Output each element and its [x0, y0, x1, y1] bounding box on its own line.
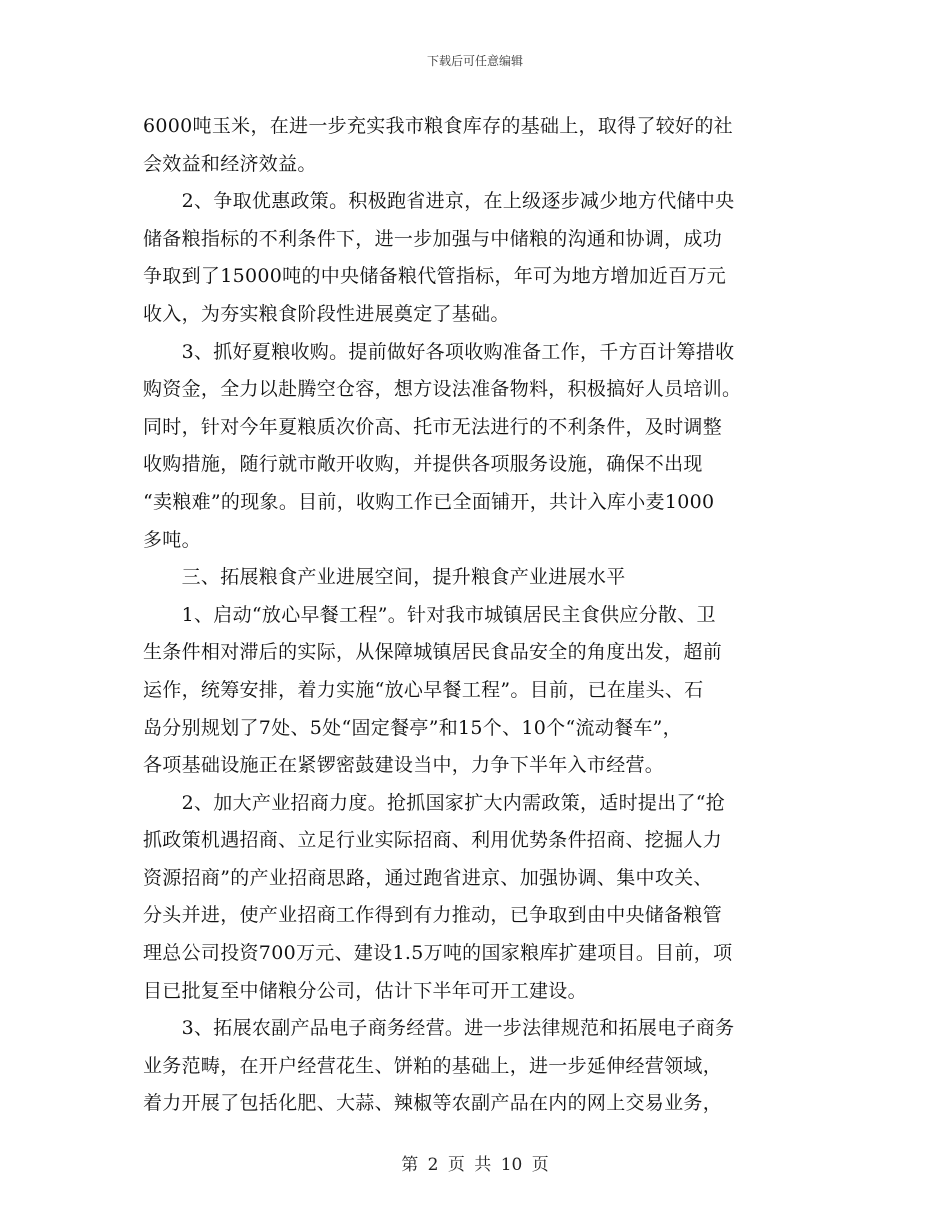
text-line: 岛分别规划了7处、5处“固定餐亭”和15个、10个“流动餐车”，: [143, 716, 682, 739]
text-line: 业务范畴，在开户经营花生、饼粕的基础上，进一步延伸经营领域，: [143, 1054, 723, 1077]
text-line: 三、拓展粮食产业进展空间，提升粮食产业进展水平: [143, 566, 626, 589]
text-line: 收购措施，随行就市敞开收购，并提供各项服务设施，确保不出现: [143, 453, 703, 476]
text-line: 抓政策机遇招商、立足行业实际招商、利用优势条件招商、挖掘人力: [143, 829, 723, 852]
text-line: 分头并进，使产业招商工作得到有力推动，已争取到由中央储备粮管: [143, 904, 723, 927]
text-line: 6000吨玉米，在进一步充实我市粮食库存的基础上，取得了较好的社: [143, 115, 733, 137]
text-line: 各项基础设施正在紧锣密鼓建设当中，力争下半年入市经营。: [143, 754, 665, 777]
page-header: 下载后可任意编辑: [426, 54, 523, 68]
text-line: 资源招商”的产业招商思路，通过跑省进京、加强协调、集中攻关、: [143, 866, 713, 889]
text-line: 理总公司投资700万元、建设1.5万吨的国家粮库扩建项目。目前，项: [143, 942, 733, 965]
text-line: 生条件相对滞后的实际，从保障城镇居民食品安全的角度出发，超前: [143, 641, 723, 664]
text-line: 购资金，全力以赴腾空仓容，想方设法准备物料，积极搞好人员培训。: [143, 378, 742, 401]
text-line: 运作，统筹安排，着力实施“放心早餐工程”。目前，已在崖头、石: [143, 678, 704, 701]
text-line: 收入，为夯实粮食阶段性进展奠定了基础。: [143, 302, 510, 325]
text-line: 3、抓好夏粮收购。提前做好各项收购准备工作，千方百计筹措收: [143, 340, 735, 363]
paragraph-investment: [143, 785, 807, 1011]
text-line: 会效益和经济效益。: [143, 152, 317, 175]
paragraph-summer-grain: [143, 334, 807, 560]
paragraph-corn-intro: [143, 108, 807, 183]
text-line: 2、争取优惠政策。积极跑省进京，在上级逐步减少地方代储中央: [143, 190, 735, 213]
text-line: 着力开展了包括化肥、大蒜、辣椒等农副产品在内的网上交易业务，: [143, 1092, 723, 1115]
text-line: 储备粮指标的不利条件下，进一步加强与中储粮的沟通和协调，成功: [143, 227, 723, 250]
text-line: “卖粮难”的现象。目前，收购工作已全面铺开，共计入库小麦1000: [143, 490, 715, 513]
text-line: 目已批复至中储粮分公司，估计下半年可开工建设。: [143, 979, 587, 1002]
paragraph-preferential-policy: [143, 183, 807, 333]
section-heading: [143, 559, 807, 597]
text-line: 1、启动“放心早餐工程”。针对我市城镇居民主食供应分散、卫: [143, 603, 716, 626]
text-line: 同时，针对今年夏粮质次价高、托市无法进行的不利条件，及时调整: [143, 415, 723, 438]
text-line: 争取到了15000吨的中央储备粮代管指标，年可为地方增加近百万元: [143, 265, 727, 288]
text-line: 2、加大产业招商力度。抢抓国家扩大内需政策，适时提出了“抢: [143, 791, 726, 814]
document-body: [143, 108, 807, 1123]
paragraph-breakfast-project: [143, 597, 807, 785]
paragraph-ecommerce: [143, 1010, 807, 1123]
page-number-footer: 第 2 页 共 10 页: [401, 1155, 549, 1175]
text-line: 3、拓展农副产品电子商务经营。进一步法律规范和拓展电子商务: [143, 1017, 735, 1040]
text-line: 多吨。: [143, 528, 201, 551]
